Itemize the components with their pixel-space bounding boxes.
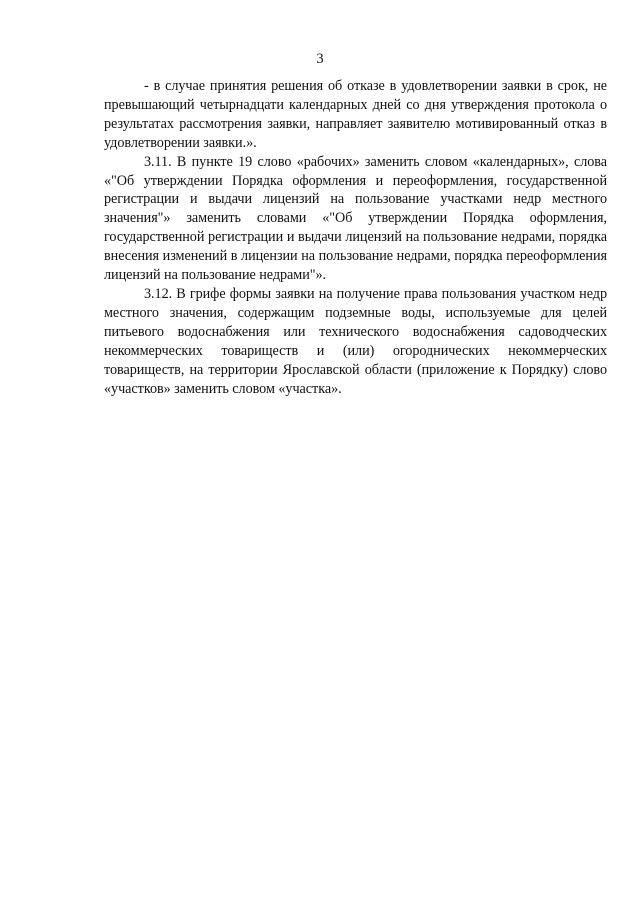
page-number: 3 [316, 51, 324, 67]
paragraph-3-12: 3.12. В грифе формы заявки на получение права пользования участком недр местного значения, содержащим подземные воды, используемые для целей питьевого водоснабжения или технического водоснабжения садоводческих некоммерческих товариществ и (или) огороднических некоммерческих товариществ, на территории Ярославской области (приложение к Порядку) слово «участков» заменить словом «участка». [104, 285, 607, 397]
document-body [104, 77, 607, 398]
paragraph-refusal-notice: - в случае принятия решения об отказе в удовлетворении заявки в срок, не превышающий четырнадцати календарных дней со дня утверждения протокола о результатах рассмотрения заявки, направляет заявителю мотивированный отказ в удовлетворении заявки.». [104, 78, 607, 151]
paragraph-3-11: 3.11. В пункте 19 слово «рабочих» заменить словом «календарных», слова «"Об утверждении Порядка оформления и переоформления, государственной регистрации и выдачи лицензий на пользование участками недр местного значения"» заменить словами «"Об утверждении Порядка оформления, государственной регистрации и выдачи лицензий на пользование недрами, порядка внесения изменений в лицензии на пользование недрами, порядка переоформления лицензий на пользование недрами"». [104, 153, 607, 284]
